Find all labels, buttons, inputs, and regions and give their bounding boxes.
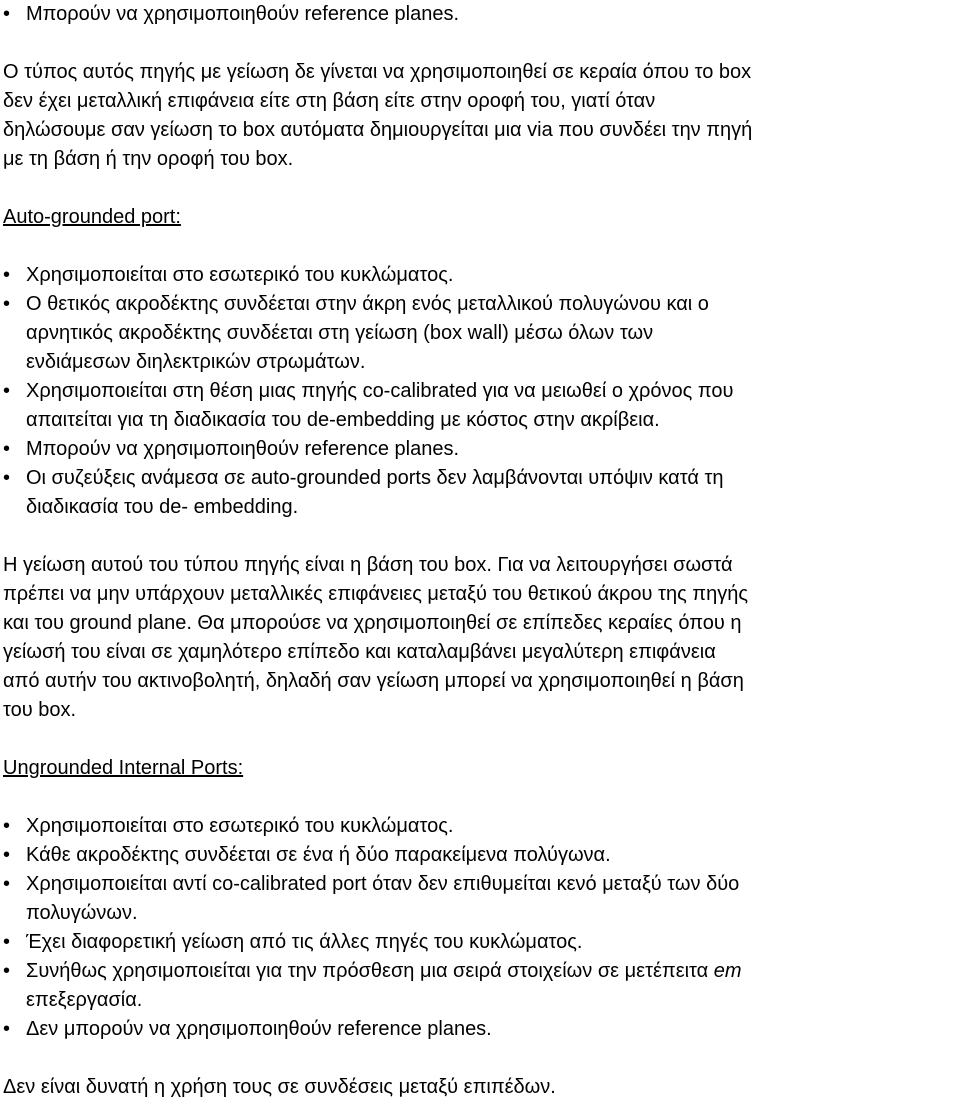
bullet-text: Χρησιμοποιείται στο εσωτερικό του κυκλώματος. [26,264,454,286]
ungrounded-list [3,812,953,1044]
bullet-text: Ο θετικός ακροδέκτης συνδέεται στην άκρη ενός μεταλλικού πολυγώνου και ο [26,293,709,315]
list-item [3,0,953,29]
list-item [3,435,953,464]
bullet-glyph: • [3,931,11,953]
list-item [3,261,953,290]
list-item [3,928,953,957]
paragraph-line: του box. [3,699,77,721]
bullet-glyph: • [3,380,11,402]
paragraph-line: πρέπει να μην υπάρχουν μεταλλικές επιφάνειες μεταξύ του θετικού άκρου της πηγής [3,583,748,605]
paragraph-line: με τη βάση ή την οροφή του box. [3,148,294,170]
paragraph-line: από αυτήν του ακτινοβολητή, δηλαδή σαν γείωση μπορεί να χρησιμοποιηθεί η βάση [3,670,744,692]
bullet-glyph: • [3,264,11,286]
list-item [3,870,953,928]
intro-paragraph [3,58,953,174]
bullet-text: Δεν μπορούν να χρησιμοποιηθούν reference planes. [26,1018,492,1040]
bullet-glyph: • [3,293,11,315]
paragraph-line: Ο τύπος αυτός πηγής με γείωση δε γίνεται να χρησιμοποιηθεί σε κεραία όπου το box [3,61,752,83]
bullet-text: Χρησιμοποιείται αντί co-calibrated port όταν δεν επιθυμείται κενό μεταξύ των δύο [26,873,740,895]
bullet-glyph: • [3,960,11,982]
list-item [3,1015,953,1044]
bullet-text: διαδικασία του de- embedding. [26,496,299,518]
document-page [3,0,953,1102]
ground-paragraph [3,551,953,725]
list-item [3,377,953,435]
bullet-text: Χρησιμοποιείται στη θέση μιας πηγής co-calibrated για να μειωθεί ο χρόνος που [26,380,734,402]
bullet-glyph: • [3,844,11,866]
closing-line: Δεν είναι δυνατή η χρήση τους σε συνδέσεις μεταξύ επιπέδων. [3,1076,556,1098]
ungrounded-heading: Ungrounded Internal Ports: [3,757,244,779]
bullet-text [26,957,953,986]
bullet-glyph: • [3,873,11,895]
em-term: em [713,960,742,982]
paragraph-line: δηλώσουμε σαν γείωση το box αυτόματα δημιουργείται μια via που συνδέει την πηγή [3,119,753,141]
list-item [3,464,953,522]
list-item [3,812,953,841]
auto-grounded-list [3,261,953,522]
bullet-text: αρνητικός ακροδέκτης συνδέεται στη γείωση (box wall) μέσω όλων των [26,322,654,344]
paragraph-line: Η γείωση αυτού του τύπου πηγής είναι η βάση του box. Για να λειτουργήσει σωστά [3,554,733,576]
paragraph-line: δεν έχει μεταλλική επιφάνεια είτε στη βάση είτε στην οροφή του, γιατί όταν [3,90,656,112]
auto-grounded-heading: Auto-grounded port: [3,206,181,228]
bullet-glyph: • [3,3,11,25]
paragraph-line: γείωσή του είναι σε χαμηλότερο επίπεδο και καταλαμβάνει μεγαλύτερη επιφάνεια [3,641,716,663]
bullet-text: Έχει διαφορετική γείωση από τις άλλες πηγές του κυκλώματος. [26,931,583,953]
bullet-glyph: • [3,1018,11,1040]
bullet-text: ενδιάμεσων διηλεκτρικών στρωμάτων. [26,351,366,373]
bullet-text: Μπορούν να χρησιμοποιηθούν reference planes. [26,3,460,25]
list-item [3,957,953,1015]
list-item [3,290,953,377]
bullet-text: Οι συζεύξεις ανάμεσα σε auto-grounded ports δεν λαμβάνονται υπόψιν κατά τη [26,467,724,489]
bullet-text: επεξεργασία. [26,989,143,1011]
paragraph-line: και του ground plane. Θα μπορούσε να χρησιμοποιηθεί σε επίπεδες κεραίες όπου η [3,612,742,634]
bullet-text: Μπορούν να χρησιμοποιηθούν reference planes. [26,438,460,460]
list-item [3,841,953,870]
bullet-text: απαιτείται για τη διαδικασία του de-embedding με κόστος στην ακρίβεια. [26,409,660,431]
bullet-text: Κάθε ακροδέκτης συνδέεται σε ένα ή δύο παρακείμενα πολύγωνα. [26,844,611,866]
bullet-text: πολυγώνων. [26,902,138,924]
bullet-text: Χρησιμοποιείται στο εσωτερικό του κυκλώματος. [26,815,454,837]
bullet-glyph: • [3,467,11,489]
bullet-glyph: • [3,815,11,837]
bullet-text-main: Συνήθως χρησιμοποιείται για την πρόσθεση μια σειρά στοιχείων σε μετέπειτα [26,960,709,982]
bullet-glyph: • [3,438,11,460]
